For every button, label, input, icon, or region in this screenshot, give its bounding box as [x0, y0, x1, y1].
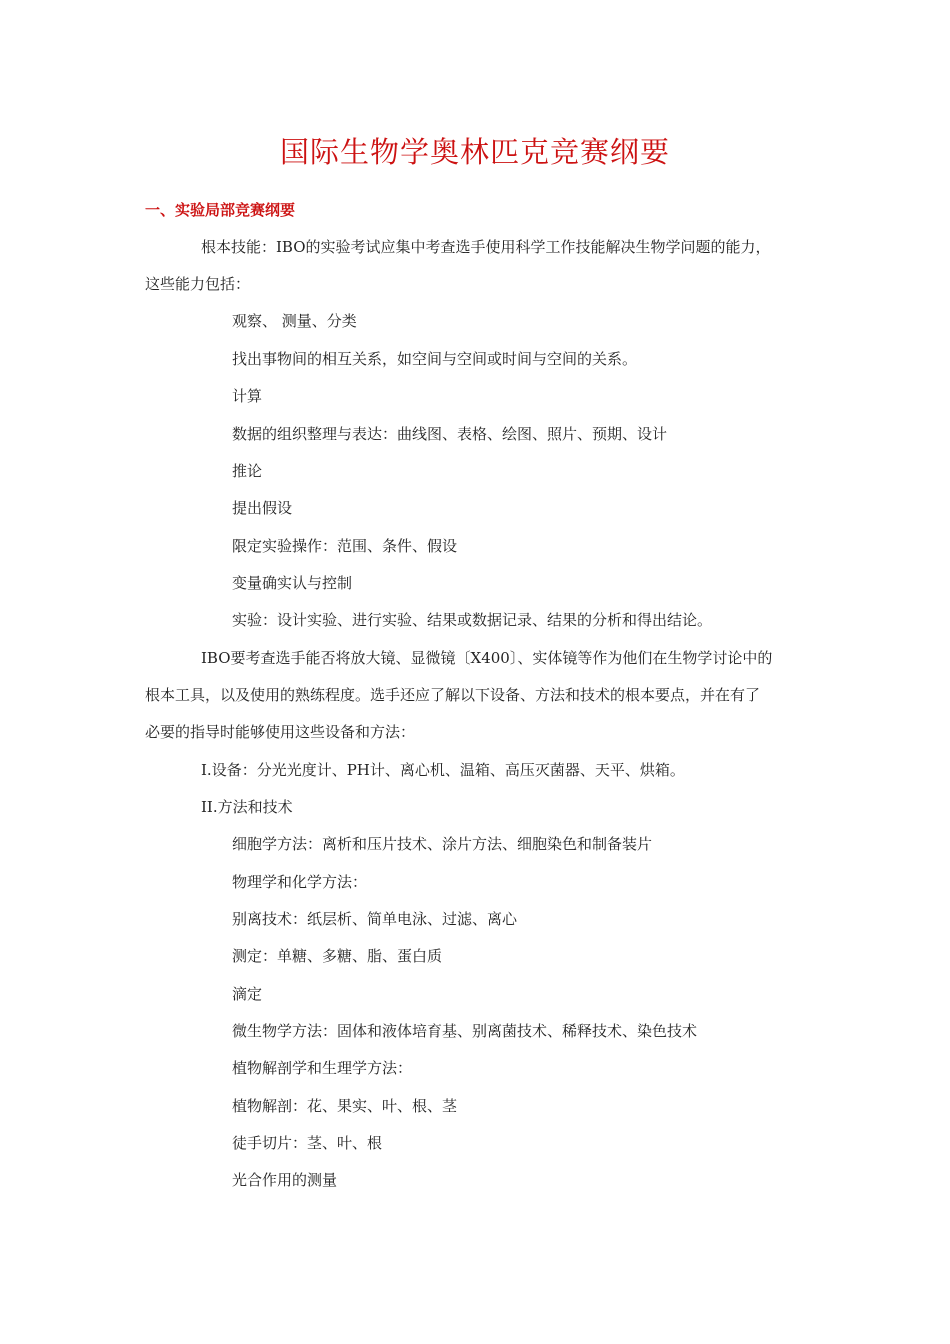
method-item: 徒手切片：茎、叶、根: [232, 1134, 383, 1152]
method-item: 植物解剖：花、果实、叶、根、茎: [232, 1097, 458, 1115]
section-heading: 一、实验局部竞赛纲要: [145, 201, 296, 219]
method-item: 细胞学方法：离析和压片技术、涂片方法、细胞染色和制备装片: [232, 835, 653, 853]
skill-item: 实验：设计实验、进行实验、结果或数据记录、结果的分析和得出结论。: [232, 611, 713, 629]
document-title: 国际生物学奥林匹克竞赛纲要: [279, 135, 670, 169]
ibo-paragraph-line-2: 根本工具，以及使用的熟练程度。选手还应了解以下设备、方法和技术的根本要点，并在有了: [145, 686, 761, 704]
method-item: 光合作用的测量: [232, 1171, 338, 1189]
equipment-line: I.设备：分光光度计、PH计、离心机、温箱、高压灭菌器、天平、烘箱。: [201, 761, 685, 779]
skill-item: 数据的组织整理与表达：曲线图、表格、绘图、照片、预期、设计: [232, 425, 668, 443]
methods-heading: II.方法和技术: [201, 798, 293, 816]
method-item: 测定：单糖、多糖、脂、蛋白质: [232, 947, 443, 965]
skill-item: 观察、 测量、分类: [232, 312, 357, 330]
method-item: 别离技术：纸层析、简单电泳、过滤、离心: [232, 910, 518, 928]
intro-line-1: 根本技能：IBO的实验考试应集中考查选手使用科学工作技能解决生物学问题的能力，: [201, 238, 771, 256]
skill-item: 推论: [232, 462, 263, 480]
method-item: 滴定: [232, 985, 263, 1003]
ibo-paragraph-line-1: IBO要考查选手能否将放大镜、显微镜〔X400〕、实体镜等作为他们在生物学讨论中的: [201, 649, 773, 667]
intro-line-2: 这些能力包括：: [145, 275, 251, 293]
skill-item: 计算: [232, 387, 263, 405]
skill-item: 提出假设: [232, 499, 293, 517]
ibo-paragraph-line-3: 必要的指导时能够使用这些设备和方法：: [145, 723, 416, 741]
method-item: 植物解剖学和生理学方法：: [232, 1059, 413, 1077]
skill-item: 变量确实认与控制: [232, 574, 353, 592]
skill-item: 找出事物间的相互关系，如空间与空间或时间与空间的关系。: [232, 350, 638, 368]
skill-item: 限定实验操作：范围、条件、假设: [232, 537, 458, 555]
method-item: 微生物学方法：固体和液体培育基、别离菌技术、稀释技术、染色技术: [232, 1022, 698, 1040]
method-item: 物理学和化学方法：: [232, 873, 368, 891]
